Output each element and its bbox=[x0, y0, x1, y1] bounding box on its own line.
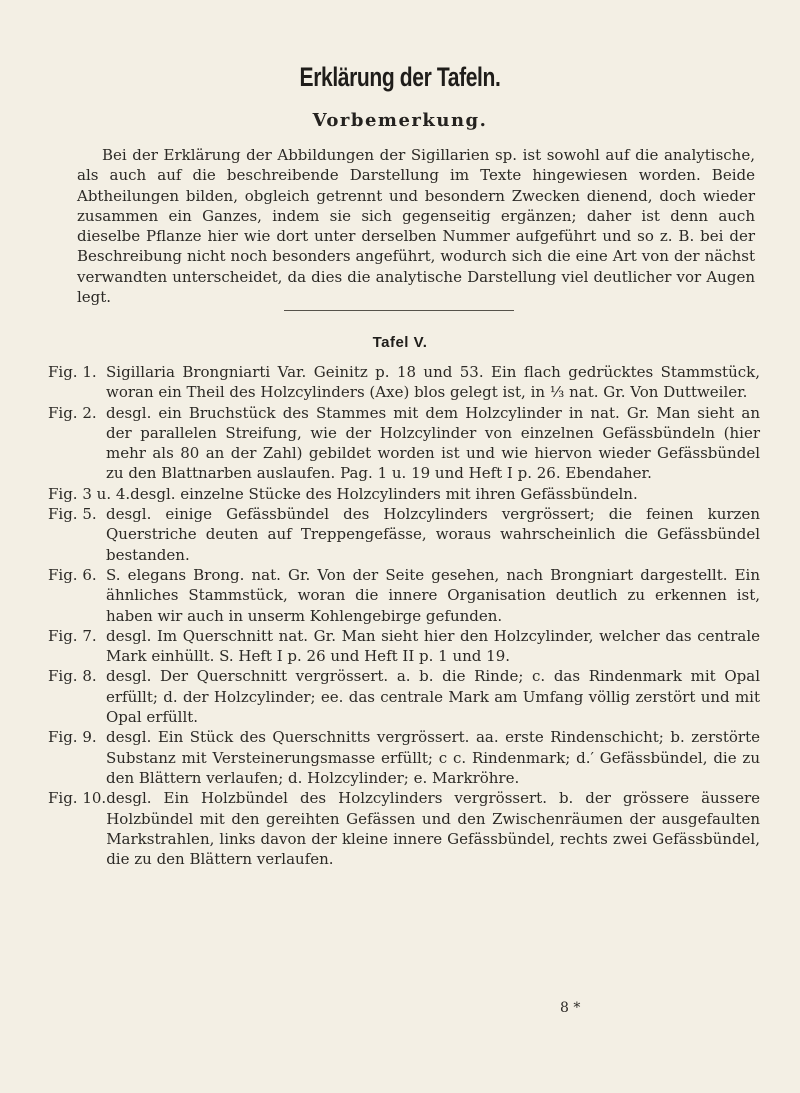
figure-entry-1 bbox=[48, 362, 760, 403]
figure-entry-2 bbox=[48, 403, 760, 484]
plate-title: Tafel V. bbox=[372, 334, 428, 351]
section-divider bbox=[284, 310, 514, 311]
figure-description: Sigillaria Brongniarti Var. Geinitz p. 18 und 53. Ein flach gedrücktes Stammstück, woran ein Theil des Holzcylinders (Axe) blos gelegt ist, in ⅓ nat. Gr. Von Duttweiler. bbox=[106, 363, 760, 402]
figure-entry-6 bbox=[48, 565, 760, 626]
figure-label: Fig. 9. bbox=[48, 728, 97, 747]
figure-entry-10 bbox=[48, 788, 760, 869]
figure-description: desgl. Der Querschnitt vergrössert. a. b. die Rinde; c. das Rindenmark mit Opal erfüllt; d. der Holzcylinder; ee. das centrale Mark am Umfang völlig zerstört und mit Opal erfüllt. bbox=[106, 667, 760, 727]
figure-entry-5 bbox=[48, 504, 760, 565]
figure-label: Fig. 1. bbox=[48, 363, 97, 381]
figure-label: Fig. 5. bbox=[48, 505, 97, 524]
figure-description: desgl. einzelne Stücke des Holzcylinders mit ihren Gefässbündeln. bbox=[130, 484, 638, 503]
figure-description: desgl. einige Gefässbündel des Holzcylinders vergrössert; die feinen kurzen Querstriche deuten auf Treppengefässe, woraus wahrscheinlich die Gefässbündel bestanden. bbox=[106, 505, 760, 564]
figure-label: Fig. 3 u. 4. bbox=[48, 484, 131, 503]
figure-description: S. elegans Brong. nat. Gr. Von der Seite gesehen, nach Brongniart dargestellt. Ein ähnliches Stammstück, woran die innere Organisation deutlich zu erkennen ist, haben wir auch in unserm Kohlengebirge gefunden. bbox=[106, 565, 760, 625]
page-signature: 8 * bbox=[560, 1000, 581, 1016]
figure-entry-7 bbox=[48, 626, 760, 667]
figure-label: Fig. 8. bbox=[48, 667, 97, 686]
page-title: Erklärung der Tafeln. bbox=[299, 62, 501, 92]
figure-description: desgl. Im Querschnitt nat. Gr. Man sieht hier den Holzcylinder, welcher das centrale Mark einhüllt. S. Heft I p. 26 und Heft II p. 1 und 19. bbox=[106, 626, 760, 666]
intro-paragraph: Bei der Erklärung der Abbildungen der Sigillarien sp. ist sowohl auf die analytische, als auch auf die beschreibende Darstellung im Texte hingewiesen worden. Beide Abtheilungen bilden, obgleich getrennt und besondern Zwecken dienend, doch wieder zusammen ein Ganzes, indem sie sich gegenseitig ergänzen; daher ist denn auch dieselbe Pflanze hier wie dort unter derselben Nummer aufgeführt und so z. B. bei der Beschreibung nicht noch besonders angeführt, wodurch sich die eine Art von der nächst verwandten unterscheidet, da dies die analytische Darstellung viel deutlicher vor Augen legt. bbox=[77, 146, 755, 307]
figure-label: Fig. 6. bbox=[48, 565, 97, 584]
figure-entry-9 bbox=[48, 727, 760, 788]
figure-entry-3-4 bbox=[48, 484, 760, 504]
figure-description: desgl. Ein Stück des Querschnitts vergrössert. aa. erste Rindenschicht; b. zerstörte Substanz mit Versteinerungsmasse erfüllt; c c. Rindenmark; d.′ Gefässbündel, die zu den Blättern verlaufen; d. Holzcylinder; e. Markröhre. bbox=[106, 728, 760, 787]
figure-label: Fig. 10. bbox=[48, 789, 107, 808]
figure-label: Fig. 2. bbox=[48, 403, 97, 422]
figure-description: desgl. ein Bruchstück des Stammes mit dem Holzcylinder in nat. Gr. Man sieht an der parallelen Streifung, wie der Holzcylinder von einzelnen Gefässbündeln (hier mehr als 80 an der Zahl) gebildet worden ist und wie hiervon wieder Gefässbündel zu den Blattnarben auslaufen. Pag. 1 u. 19 und Heft I p. 26. Ebendaher. bbox=[106, 403, 760, 483]
figure-description: desgl. Ein Holzbündel des Holzcylinders vergrössert. b. der grössere äussere Holzbündel mit den gereihten Gefässen und den Zwischenräumen der ausgefaulten Markstrahlen, links davon der kleine innere Gefässbündel, rechts zwei Gefässbündel, die zu den Blättern verlaufen. bbox=[106, 789, 760, 869]
figure-entry-8 bbox=[48, 666, 760, 727]
figure-list bbox=[48, 362, 760, 869]
section-title: Vorbemerkung. bbox=[312, 110, 488, 131]
figure-label: Fig. 7. bbox=[48, 626, 97, 645]
